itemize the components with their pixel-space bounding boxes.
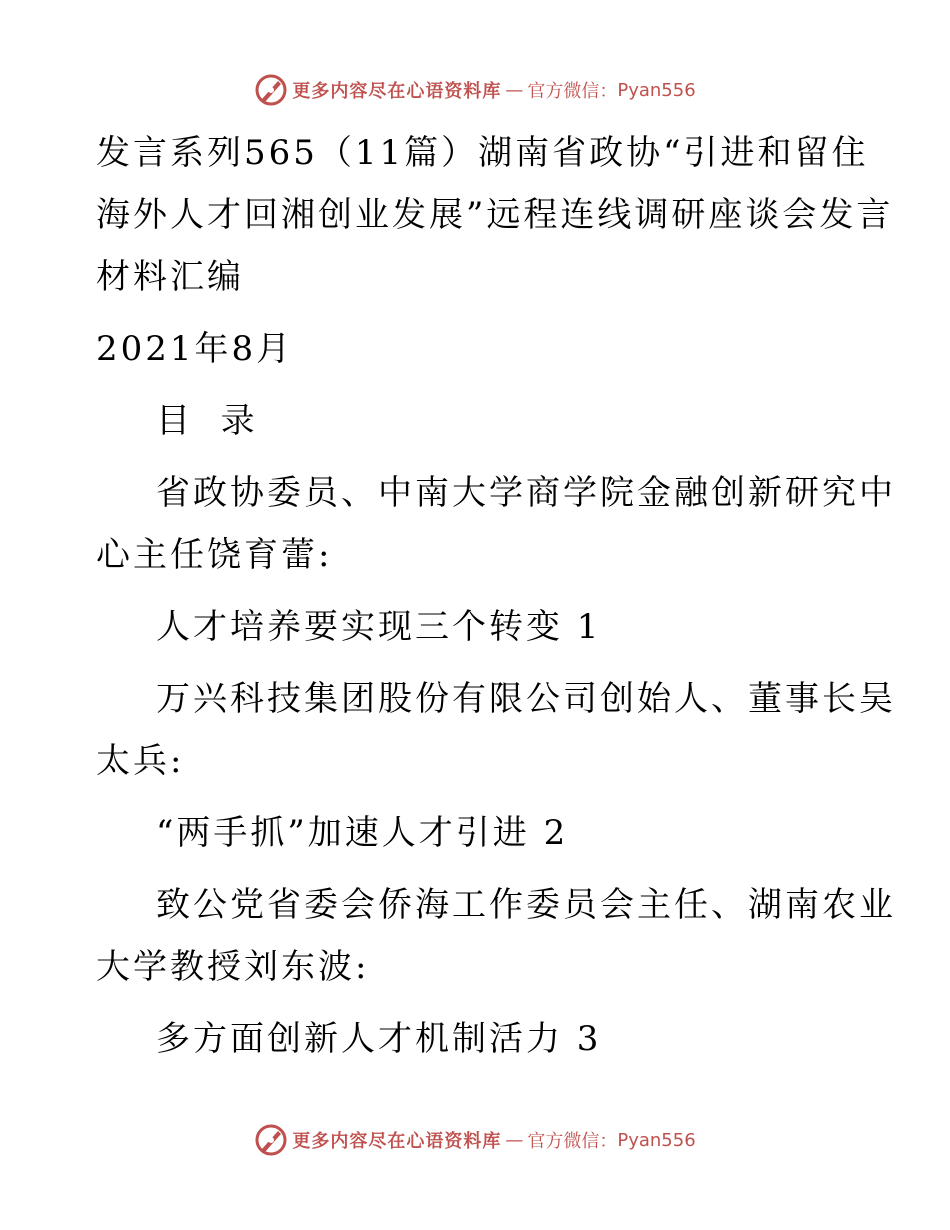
watermark-label: 官方微信：: [527, 1131, 618, 1152]
document-date: 2021年8月: [96, 329, 294, 369]
speaker-line: 大学教授刘东波:: [96, 947, 370, 987]
toc-entry: [96, 668, 896, 874]
speaker-line: 省政协委员、中南大学商学院金融创新研究中: [156, 473, 896, 513]
toc-entry: [96, 874, 896, 1070]
pen-logo-icon: [254, 1123, 288, 1157]
watermark-dash: —: [505, 79, 524, 101]
speech-topic: “两手抓”加速人才引进 2: [156, 813, 569, 853]
speaker-line: 心主任饶育蕾:: [96, 535, 333, 575]
speaker-line: 太兵:: [96, 741, 185, 781]
speech-topic: 人才培养要实现三个转变 1: [156, 607, 602, 647]
watermark-header: [0, 70, 950, 110]
title-line-1: 发言系列565（11篇）湖南省政协“引进和留住: [96, 133, 869, 173]
speech-topic: 多方面创新人才机制活力 3: [156, 1019, 602, 1059]
speaker-line: 万兴科技集团股份有限公司创始人、董事长吴: [156, 679, 896, 719]
watermark-text: 更多内容尽在心语资料库: [292, 1131, 502, 1152]
pen-logo-icon: [254, 73, 288, 107]
title-line-2: 海外人才回湘创业发展”远程连线调研座谈会发言: [96, 195, 894, 235]
document-body: [96, 122, 896, 1070]
watermark-footer: [0, 1120, 950, 1160]
speaker-line: 致公党省委会侨海工作委员会主任、湖南农业: [156, 885, 896, 925]
toc-heading: 目 录: [156, 401, 258, 441]
watermark-label: 官方微信：: [527, 81, 618, 102]
toc-entry: [96, 462, 896, 668]
watermark-id: Pyan556: [617, 1129, 696, 1151]
watermark-text: 更多内容尽在心语资料库: [292, 81, 502, 102]
title-line-3: 材料汇编: [96, 257, 244, 297]
watermark-dash: —: [505, 1129, 524, 1151]
watermark-id: Pyan556: [617, 79, 696, 101]
